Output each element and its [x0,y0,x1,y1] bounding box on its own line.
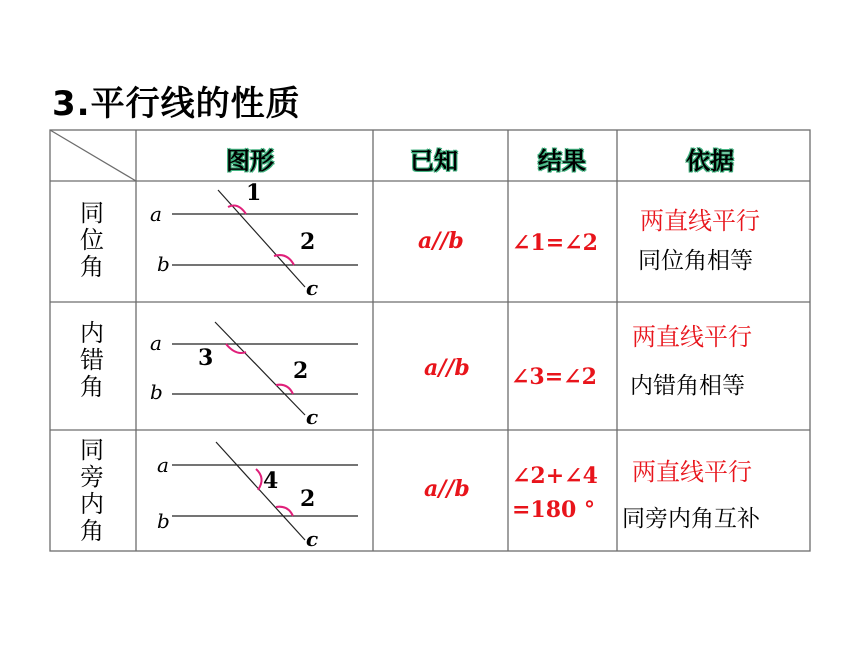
known-condition: a//b [424,476,470,502]
known-condition: a//b [424,355,470,381]
row-label-alternate: 内 错 角 [80,319,104,401]
figure-corresponding-angles [172,190,358,287]
result-equation: ∠1=∠2 [512,230,598,256]
header-basis: 依据 [686,147,734,175]
row-label-corresponding: 同 位 角 [80,199,104,281]
known-condition: a//b [418,228,464,254]
line-c-label: c [306,276,319,300]
line-b-label: b [157,252,170,276]
angle-number: 2 [300,486,316,512]
basis-conclusion: 同位角相等 [638,248,753,274]
basis-premise: 两直线平行 [640,207,760,235]
angle-number: 3 [198,345,214,371]
line-b-label: b [157,509,170,533]
angle-1-arc [228,206,246,214]
line-a-label: a [150,331,162,355]
angle-number: 2 [300,229,316,255]
line-c-label: c [306,405,319,429]
line-a-label: a [150,202,162,226]
line-a-label: a [157,453,169,477]
header-result: 结果 [538,147,586,175]
basis-premise: 两直线平行 [632,458,752,486]
line-c-label: c [306,527,319,551]
basis-conclusion: 内错角相等 [630,373,745,399]
result-equation-sum: =180 ° [512,497,596,523]
result-equation: ∠2+∠4 [512,463,598,489]
page-title: 3.平行线的性质 [52,84,301,124]
angle-2-arc-row2 [276,385,293,394]
basis-conclusion: 同旁内角互补 [622,506,760,532]
result-equation: ∠3=∠2 [511,364,597,390]
angle-number: 2 [293,358,309,384]
row-label-cointerior: 同 旁 内 角 [80,436,104,545]
line-b-label: b [150,380,163,404]
angle-number: 4 [263,468,279,494]
basis-premise: 两直线平行 [632,323,752,351]
angle-number: 1 [246,180,262,206]
header-figure: 图形 [226,147,274,175]
header-known: 已知 [410,147,458,175]
